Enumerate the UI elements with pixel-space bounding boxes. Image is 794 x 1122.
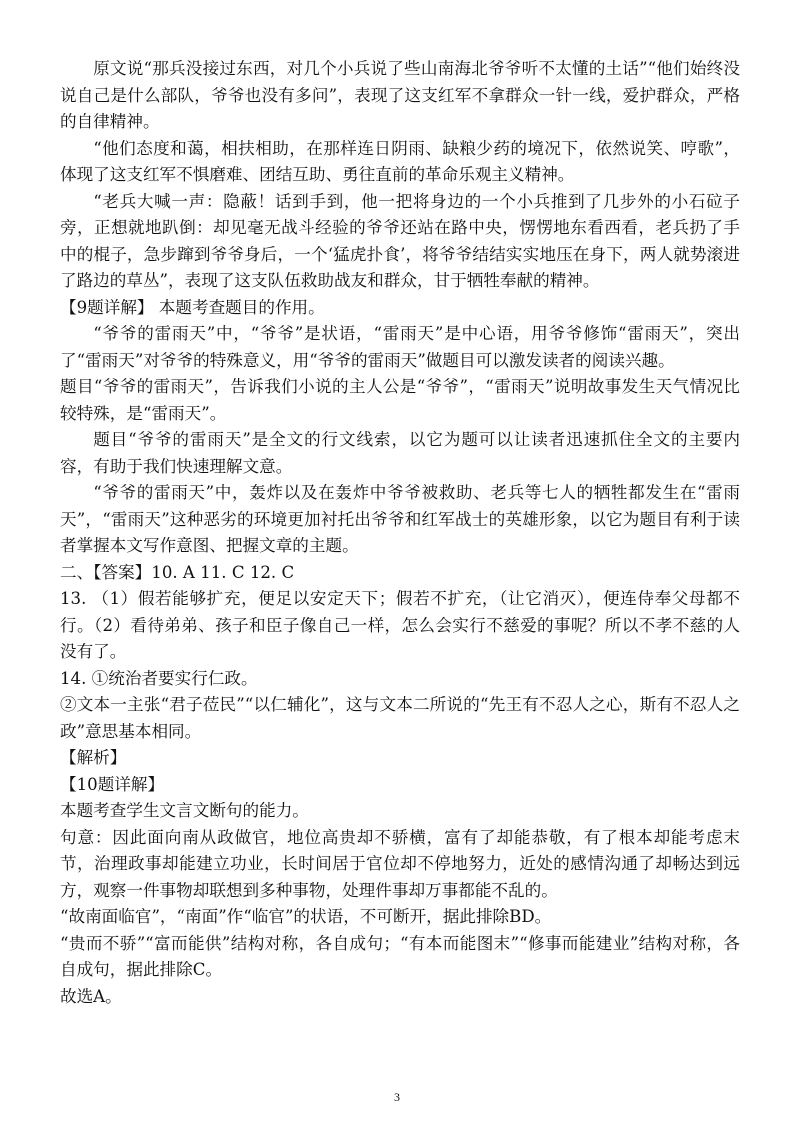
paragraph-spirit-optimism: “他们态度和蔼，相扶相助，在那样连日阴雨、缺粮少药的境况下，依然说笑、哼歌”，体现了这支红军不惧磨难、团结互助、勇往直前的革命乐观主义精神。 [60,138,740,184]
paragraph-q9-point2: 题目“爷爷的雷雨天”，告诉我们小说的主人公是“爷爷”，“雷雨天”说明故事发生天气情况比较特殊，是“雷雨天”。 [60,377,740,423]
answer-14-point2: ②文本一主张“君子莅民”“以仁辅化”，这与文本二所说的“先王有不忍人之心，斯有不忍人之政”意思基本相同。 [60,695,740,741]
paragraph-q10-exclude-c: “贵而不骄”“富而能供”结构对称，各自成句；“有本而能图末”“修事而能建业”结构对称，各自成句，据此排除C。 [60,933,740,979]
answer-13: 13. （1）假若能够扩充，便足以安定天下；假若不扩充，（让它消灭），便连侍奉父母都不行。（2）看待弟弟、孩子和臣子像自己一样，怎么会实行不慈爱的事呢？所以不孝不慈的人没有了。 [60,589,740,661]
paragraph-q10-translation: 句意：因此面向南从政做官，地位高贵却不骄横，富有了却能恭敬，有了根本却能考虑末节，治理政事却能建立功业，长时间居于官位却不停地努力，近处的感情沟通了却畅达到远方，观察一件事物却联想到多种事物，处理件事却万事都能不乱的。 [60,827,740,900]
paragraph-spirit-discipline: 原文说“那兵没接过东西，对几个小兵说了些山南海北爷爷听不太懂的土话”“他们始终没说自己是什么部队，爷爷也没有多问”，表现了这支红军不拿群众一针一线，爱护群众，严格的自律精神。 [60,59,740,131]
paragraph-q10-intro: 本题考查学生文言文断句的能力。 [60,801,309,820]
paragraph-spirit-sacrifice: “老兵大喊一声：隐蔽！话到手到，他一把将身边的一个小兵推到了几步外的小石砬子旁，正想就地趴倒：却见毫无战斗经验的爷爷还站在路中央，愣愣地东看西看，老兵扔了手中的棍子，急步蹿到爷爷身后，一个‘猛虎扑食’，将爷爷结结实实地压在身下，两人就势滚进了路边的草丛”，表现了这支队伍救助战友和群众，甘于牺牲奉献的精神。 [60,191,740,290]
page-number: 3 [394,1090,400,1104]
paragraph-q9-point1: “爷爷的雷雨天”中，“爷爷”是状语，“雷雨天”是中心语，用爷爷修饰“雷雨天”，突出了“雷雨天”对爷爷的特殊意义，用“爷爷的雷雨天”做题目可以激发读者的阅读兴趣。 [60,324,740,370]
heading-analysis: 【解析】 [60,748,127,767]
paragraph-q10-answer: 故选A。 [60,986,122,1006]
heading-q9-detail: 【9题详解】 本题考查题目的作用。 [60,297,325,317]
paragraph-q10-exclude-bd: “故南面临官”，“南面”作“临官”的状语，不可断开，据此排除BD。 [60,907,552,926]
answer-14-point1: 14. ①统治者要实行仁政。 [60,668,258,688]
answer-line-10-12: 二、【答案】10. A 11. C 12. C [60,562,295,582]
document-body [60,56,740,1010]
paragraph-q9-point4: “爷爷的雷雨天”中，轰炸以及在轰炸中爷爷被救助、老兵等七人的牺牲都发生在“雷雨天”，“雷雨天”这种恶劣的环境更加衬托出爷爷和红军战士的英雄形象，以它为题目有利于读者掌握本文写作意图、把握文章的主题。 [60,483,740,555]
paragraph-q9-point3: 题目“爷爷的雷雨天”是全文的行文线索，以它为题可以让读者迅速抓住全文的主要内容，有助于我们快速理解文意。 [60,430,740,476]
heading-q10-detail: 【10题详解】 [60,774,165,794]
